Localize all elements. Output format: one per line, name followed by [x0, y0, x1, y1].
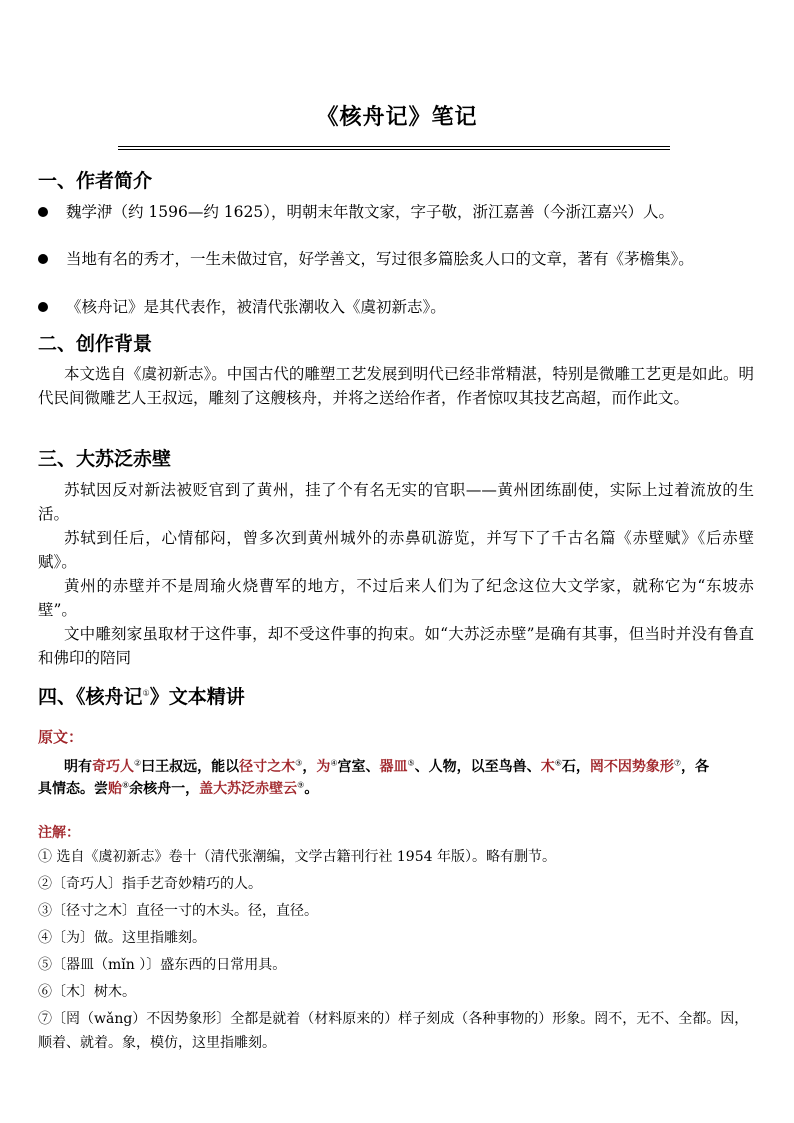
heading-footnote-mark: ① — [142, 688, 150, 698]
highlighted-term: 贻 — [108, 781, 122, 797]
bullet-icon — [38, 254, 48, 264]
highlighted-term: 径寸之木 — [239, 759, 296, 775]
bullet-text: 《核舟记》是其代表作，被清代张潮收入《虞初新志》。 — [66, 298, 446, 316]
highlighted-term: 为 — [316, 759, 331, 775]
section-heading-text — [38, 682, 245, 709]
section-heading-author: 一、作者简介 — [38, 170, 153, 192]
note-item: ⑤〔器皿（mǐn ）〕盛东西的日常用具。 — [38, 957, 287, 973]
original-text-run: ，各具情态。尝 — [38, 759, 710, 797]
footnote-mark: ⑧ — [122, 780, 130, 790]
footnote-mark: ⑥ — [554, 758, 562, 768]
note-item: ②〔奇巧人〕指手艺奇妙精巧的人。 — [38, 876, 262, 892]
highlighted-term: 盖大苏泛赤壁云 — [199, 781, 298, 797]
note-item: ③〔径寸之木〕直径一寸的木头。径，直径。 — [38, 903, 318, 919]
page-title: 《核舟记》笔记 — [316, 104, 478, 130]
original-text-run: 、人物，以至鸟兽、 — [414, 759, 541, 775]
chibi-paragraph: 苏轼因反对新法被贬官到了黄州，挂了个有名无实的官职——黄州团练副使，实际上过着流放的生活。 — [38, 481, 754, 523]
note-item: ① 选自《虞初新志》卷十（清代张潮编，文学古籍刊行社 1954 年版）。略有删节。 — [38, 849, 556, 865]
original-text — [38, 756, 718, 800]
bullet-item — [38, 200, 754, 224]
highlighted-term: 奇巧人 — [92, 759, 134, 775]
footnote-mark: ⑤ — [407, 758, 415, 768]
original-label: 原文： — [38, 728, 84, 746]
original-text-run: ， — [302, 759, 317, 775]
bullet-text: 当地有名的秀才，一生未做过官，好学善文，写过很多篇脍炙人口的文章，著有《茅檐集》。 — [66, 250, 694, 268]
original-text-run: 。 — [304, 781, 319, 797]
footnote-mark: ③ — [295, 758, 303, 768]
title-rule-thin — [118, 146, 670, 147]
footnote-mark: ⑦ — [673, 758, 682, 768]
footnote-mark: ② — [134, 758, 142, 768]
footnote-mark: ④ — [330, 758, 338, 768]
section-heading-background: 二、创作背景 — [38, 333, 153, 355]
highlighted-term: 罔不因势象形 — [589, 759, 674, 775]
footnote-mark: ⑨ — [297, 780, 305, 790]
heading-text-pre: 四、《核舟记 — [38, 686, 143, 708]
section-heading-chibi: 三、大苏泛赤壁 — [38, 448, 172, 470]
note-item: ⑥〔木〕树木。 — [38, 984, 136, 1000]
original-text-run: 明有 — [64, 759, 92, 775]
note-item: ④〔为〕做。这里指雕刻。 — [38, 930, 206, 946]
chibi-paragraph: 苏轼到任后，心情郁闷，曾多次到黄州城外的赤鼻矶游览，并写下了千古名篇《赤壁赋》《后赤壁赋》。 — [38, 529, 754, 571]
original-text-run: 石， — [561, 759, 590, 775]
highlighted-term: 木 — [540, 759, 555, 775]
heading-text-post: 》文本精讲 — [149, 686, 245, 708]
chibi-paragraph: 文中雕刻家虽取材于这件事，却不受这件事的拘束。如“大苏泛赤壁”是确有其事，但当时并没有鲁直和佛印的陪同 — [38, 625, 754, 667]
title-rule-thick — [118, 149, 670, 150]
chibi-paragraph: 黄州的赤壁并不是周瑜火烧曹军的地方，不过后来人们为了纪念这位大文学家，就称它为“东坡赤壁”。 — [38, 577, 754, 619]
highlighted-term: 器皿 — [379, 759, 408, 775]
bullet-text: 魏学洢（约 1596—约 1625），明朝末年散文家，字子敬，浙江嘉善（今浙江嘉兴）人。 — [66, 203, 674, 221]
original-text-run: 曰王叔远，能以 — [141, 759, 240, 775]
original-text-run: 宫室、 — [337, 759, 380, 775]
bullet-item — [38, 247, 754, 271]
bullet-icon — [38, 207, 48, 217]
bullet-item — [38, 295, 754, 319]
notes-label: 注解： — [38, 825, 80, 841]
note-item: ⑦〔罔（wǎng）不因势象形〕全都是就着（材料原来的）样子刻成（各种事物的）形象。罔不，无不、全都。因，顺着、就着。象，模仿，这里指雕刻。 — [38, 1011, 749, 1051]
bullet-icon — [38, 302, 48, 312]
background-paragraph: 本文选自《虞初新志》。中国古代的雕塑工艺发展到明代已经非常精湛，特别是微雕工艺更是如此。明代民间微雕艺人王叔远，雕刻了这艘核舟，并将之送给作者，作者惊叹其技艺高超，而作此文。 — [38, 365, 754, 407]
original-text-run: 余核舟一， — [129, 781, 200, 797]
